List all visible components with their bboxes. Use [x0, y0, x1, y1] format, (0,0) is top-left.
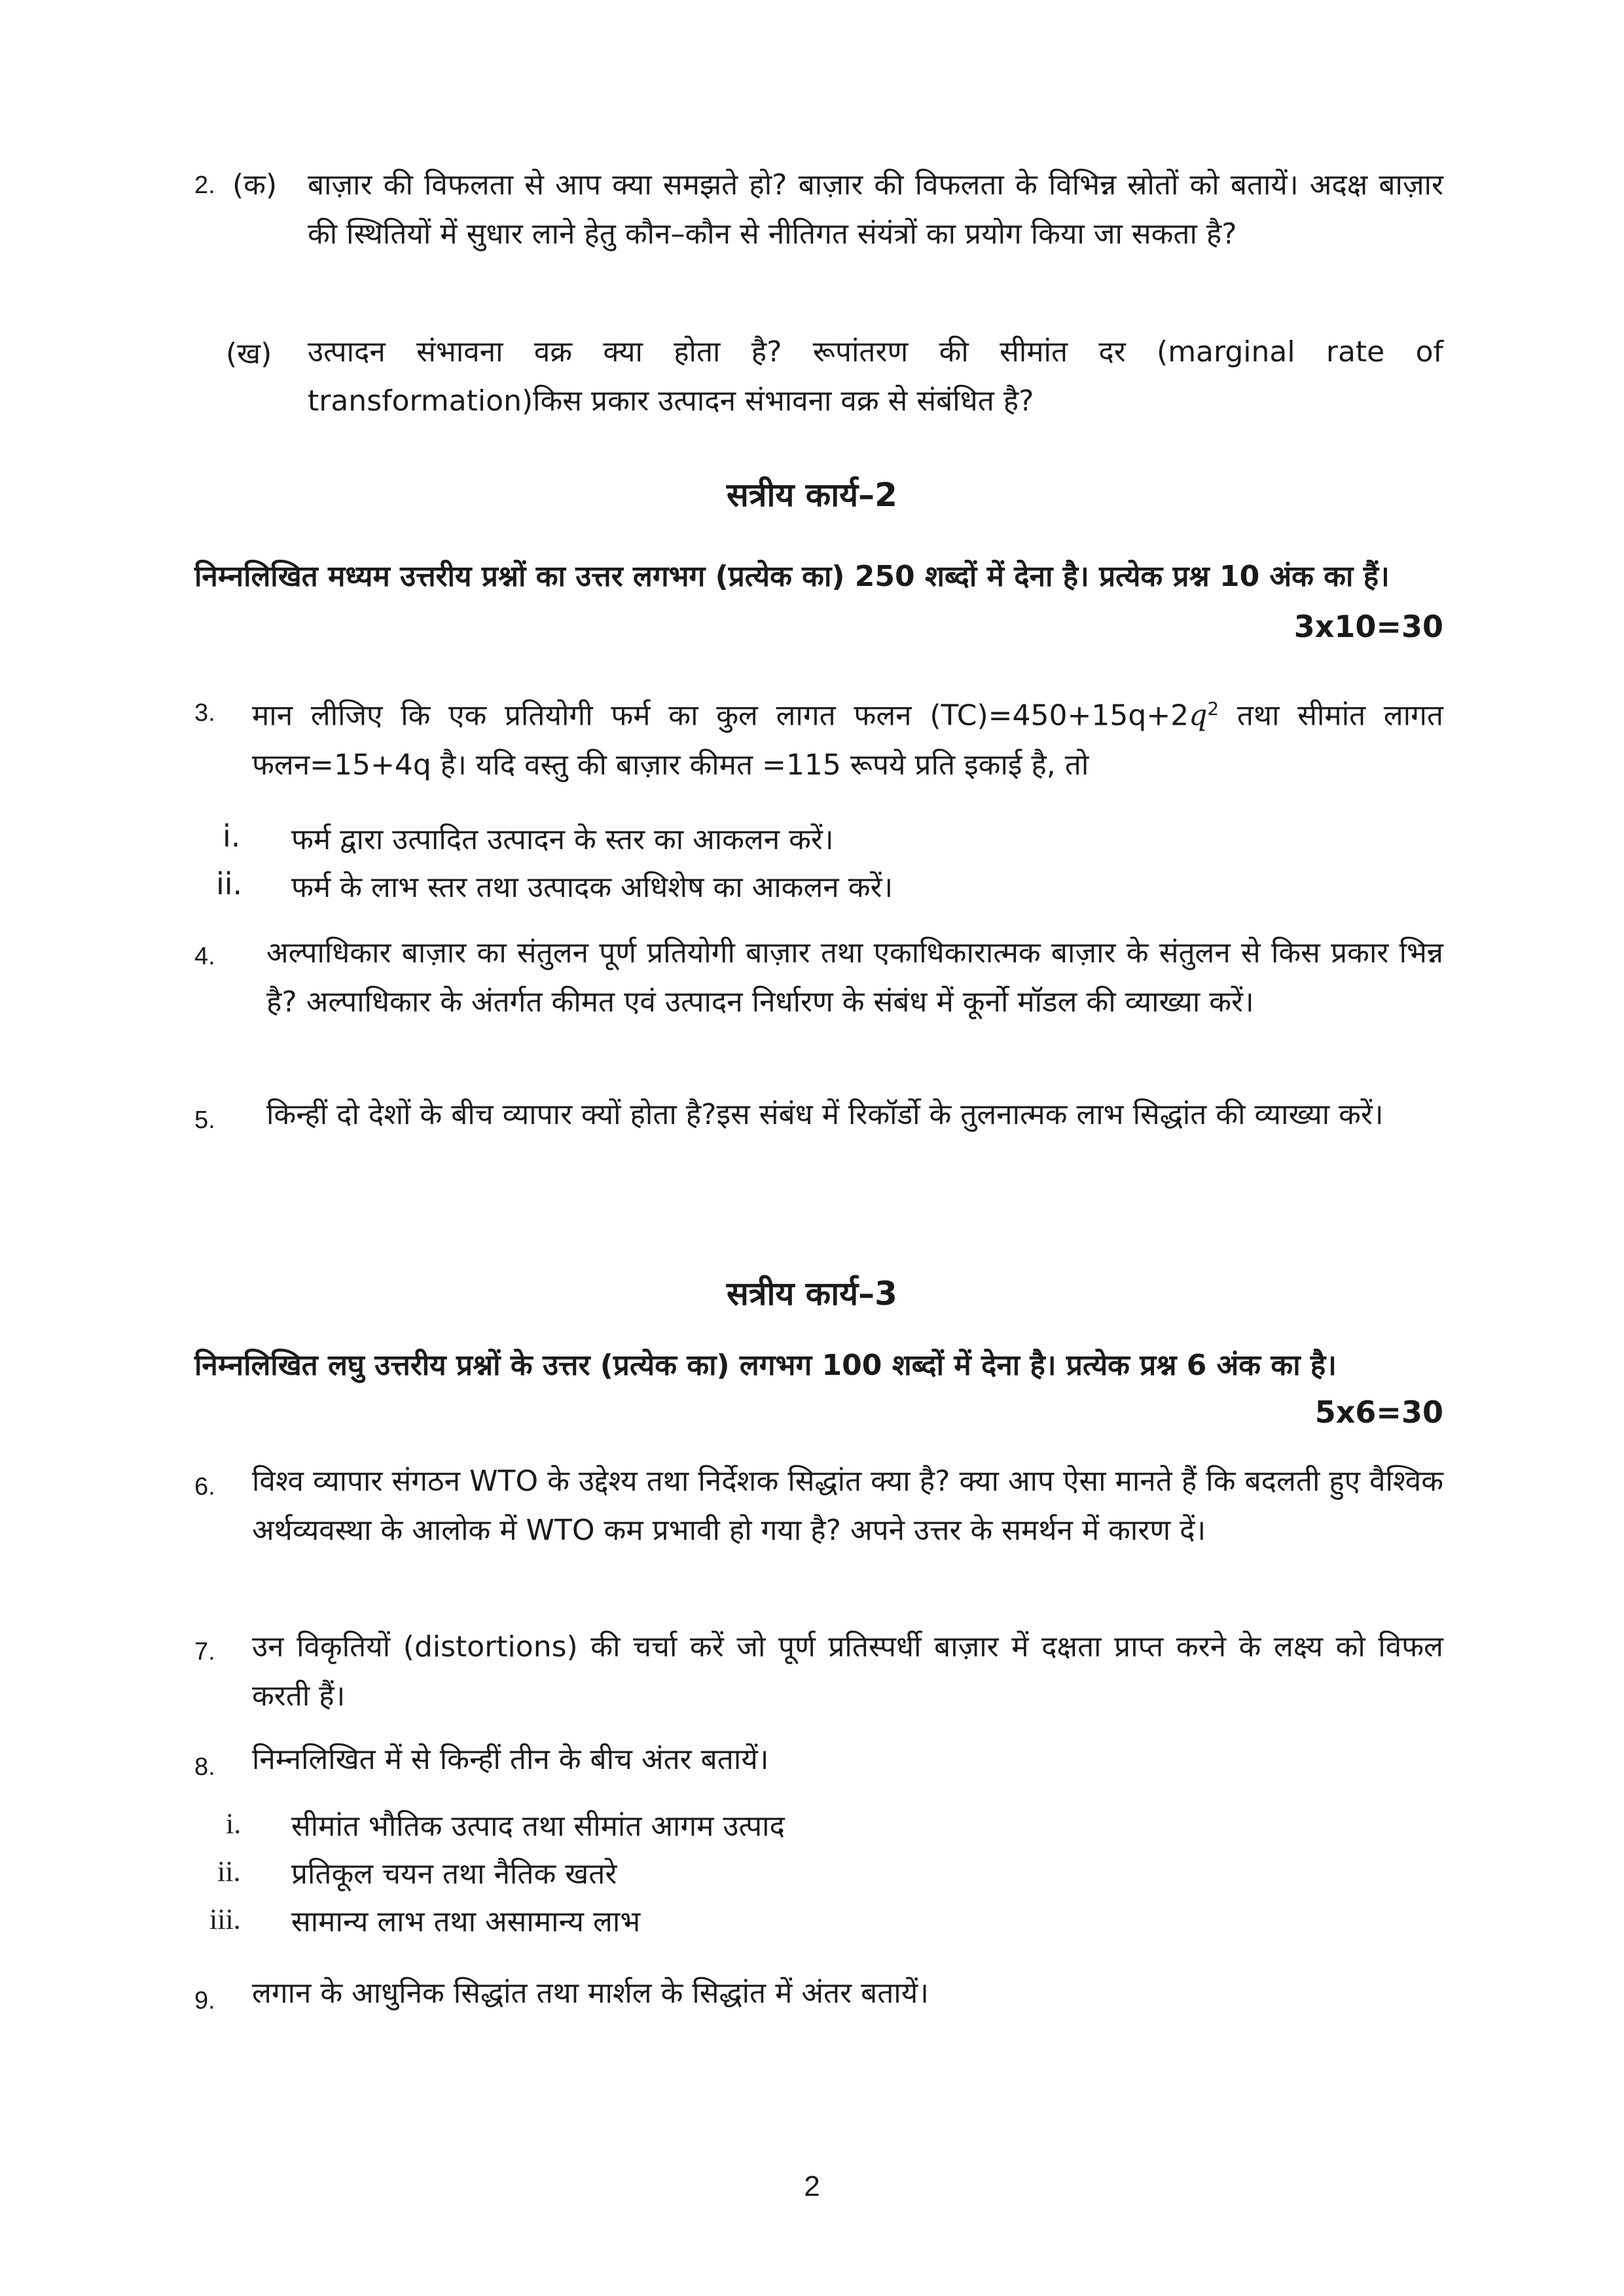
question-8-item-i-label: i. [226, 1808, 242, 1840]
question-9-number: 9. [194, 1987, 215, 2014]
question-9-text: लगान के आधुनिक सिद्धांत तथा मार्शल के सिद्धांत में अंतर बतायें। [252, 1977, 929, 2010]
question-3-item-ii-label: ii. [216, 866, 243, 902]
question-4-number: 4. [194, 943, 215, 970]
question-3-item-ii-text: फर्म के लाभ स्तर तथा उत्पादक अधिशेष का आकलन करें। [291, 871, 893, 904]
question-8-item-iii-text: सामान्य लाभ तथा असामान्य लाभ [291, 1905, 641, 1939]
question-7-text: उन विकृतियों (distortions) की चर्चा करें जो पूर्ण प्रतिस्पर्धी बाज़ार में दक्षता प्राप्त करने के लक्ष्य को विफल करती हैं। [252, 1630, 1443, 1713]
question-3-text: मान लीजिए कि एक प्रतियोगी फर्म का कुल लागत फलन $(TC)=450+15q+2q^2$ तथा सीमांत लागत फलन=15+4q है। यदि वस्तु की बाज़ार कीमत =115 रूपये प्रति इकाई है, तो [252, 698, 1444, 782]
question-2b-text: उत्पादन संभावना वक्र क्या होता है? रूपांतरण की सीमांत दर (marginal rate of transformation)किस प्रकार उत्पादन संभावना वक्र से संबंधित है? [308, 335, 1443, 418]
question-7-number: 7. [194, 1638, 215, 1666]
section-3-instruction: निम्नलिखित लघु उत्तरीय प्रश्नों के उत्तर (प्रत्येक का) लगभग 100 शब्दों में देना है। प्रत्येक प्रश्न 6 अंक का है। [194, 1349, 1337, 1382]
question-3-item-i-text: फर्म द्वारा उत्पादित उत्पादन के स्तर का आकलन करें। [291, 823, 834, 856]
question-8-text: निम्नलिखित में से किन्हीं तीन के बीच अंतर बतायें। [252, 1743, 769, 1776]
question-8-item-i-text: सीमांत भौतिक उत्पाद तथा सीमांत आगम उत्पाद [291, 1810, 785, 1843]
question-4-text: अल्पाधिकार बाज़ार का संतुलन पूर्ण प्रतियोगी बाज़ार तथा एकाधिकारात्मक बाज़ार के संतुलन से किस प्रकार भिन्न है? अल्पाधिकार के अंतर्गत कीमत एवं उत्पादन निर्धारण के संबंध में कूर्नो मॉडल की व्याख्या करें। [266, 936, 1443, 1019]
page-number: 2 [804, 2170, 820, 2202]
question-8-item-ii-label: ii. [217, 1855, 241, 1887]
question-6-text: विश्व व्यापार संगठन WTO के उद्देश्य तथा निर्देशक सिद्धांत क्या है? क्या आप ऐसा मानते हैं कि बदलती हुए वैश्विक अर्थव्यवस्था के आलोक में WTO कम प्रभावी हो गया है? अपने उत्तर के समर्थन में कारण दें। [252, 1465, 1443, 1547]
question-8-item-iii-label: iii. [209, 1903, 241, 1935]
question-5-number: 5. [194, 1106, 215, 1134]
question-8-item-ii-text: प्रतिकूल चयन तथा नैतिक खतरे [291, 1857, 617, 1891]
question-3-number: 3. [194, 699, 215, 727]
section-3-marks: 5x6=30 [1314, 1394, 1443, 1430]
section-2-marks: 3x10=30 [1293, 609, 1443, 644]
section-3-title: सत्रीय कार्य–3 [727, 1275, 897, 1313]
question-2-number: 2. [194, 172, 215, 199]
question-6-number: 6. [194, 1473, 215, 1501]
question-5-text: किन्हीं दो देशों के बीच व्यापार क्यों होता है?इस संबंध में रिकॉर्डो के तुलनात्मक लाभ सिद्धांत की व्याख्या करें। [266, 1098, 1384, 1131]
question-2a-text: बाज़ार की विफलता से आप क्या समझते हो? बाज़ार की विफलता के विभिन्न स्रोतों को बतायें। अदक्ष बाज़ार की स्थितियों में सुधार लाने हेतु कौन–कौन से नीतिगत संयंत्रों का प्रयोग किया जा सकता है? [308, 168, 1443, 251]
question-2b-label: (ख) [226, 337, 272, 371]
section-2-title: सत्रीय कार्य–2 [727, 476, 897, 514]
question-2a-label: (क) [232, 168, 278, 202]
section-2-instruction: निम्नलिखित मध्यम उत्तरीय प्रश्नों का उत्तर लगभग (प्रत्येक का) 250 शब्दों में देना है। प्रत्येक प्रश्न 10 अंक का हैं। [194, 560, 1390, 593]
question-3-item-i-label: i. [223, 818, 241, 854]
question-8-number: 8. [194, 1753, 215, 1781]
